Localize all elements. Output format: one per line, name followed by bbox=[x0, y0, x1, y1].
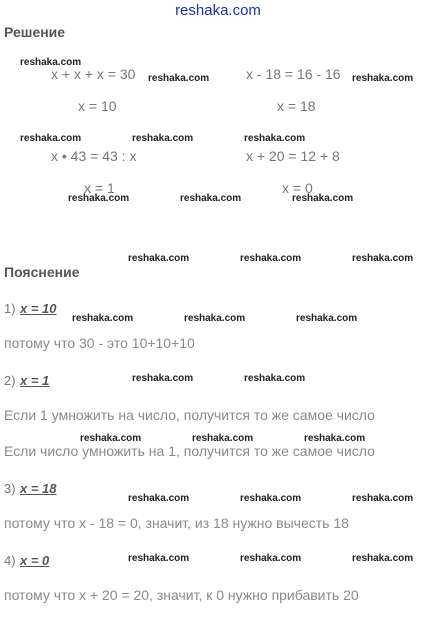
equation-4: x + 20 = 12 + 8 bbox=[246, 148, 340, 164]
explanation-2-number: 2) bbox=[4, 373, 16, 388]
explanation-1-line-1: потому что 30 - это 10+10+10 bbox=[4, 335, 195, 351]
explanation-3-line-1: потому что x - 18 = 0, значит, из 18 нужно вычесть 18 bbox=[4, 515, 349, 531]
watermark: reshaka.com bbox=[304, 433, 366, 444]
explanation-2-line-2: Если число умножить на 1, получится то же самое число bbox=[4, 443, 375, 459]
watermark: reshaka.com bbox=[240, 253, 302, 264]
watermark: reshaka.com bbox=[296, 313, 358, 324]
watermark: reshaka.com bbox=[80, 433, 142, 444]
equation-4-result: x = 0 bbox=[282, 180, 313, 196]
watermark: reshaka.com bbox=[244, 133, 306, 144]
equation-1: x + x + x = 30 bbox=[51, 66, 136, 82]
explanation-heading: Пояснение bbox=[4, 264, 80, 280]
solution-heading: Решение bbox=[4, 24, 66, 40]
watermark: reshaka.com bbox=[128, 253, 190, 264]
watermark: reshaka.com bbox=[292, 193, 354, 204]
explanation-4-answer: x = 0 bbox=[20, 553, 50, 568]
watermark: reshaka.com bbox=[132, 133, 194, 144]
explanation-2-line-1: Если 1 умножить на число, получится то же самое число bbox=[4, 407, 375, 423]
site-title[interactable]: reshaka.com bbox=[175, 2, 261, 19]
watermark: reshaka.com bbox=[240, 553, 302, 564]
watermark: reshaka.com bbox=[240, 493, 302, 504]
watermark: reshaka.com bbox=[128, 553, 190, 564]
explanation-4-header bbox=[4, 552, 49, 570]
watermark: reshaka.com bbox=[192, 433, 254, 444]
explanation-4-line-1: потому что x + 20 = 20, значит, к 0 нужно прибавить 20 bbox=[4, 587, 359, 603]
watermark: reshaka.com bbox=[180, 193, 242, 204]
watermark: reshaka.com bbox=[352, 253, 414, 264]
watermark: reshaka.com bbox=[68, 193, 130, 204]
watermark: reshaka.com bbox=[20, 57, 82, 68]
equation-3-result: x = 1 bbox=[84, 180, 115, 196]
watermark: reshaka.com bbox=[148, 73, 210, 84]
watermark: reshaka.com bbox=[20, 133, 82, 144]
explanation-4-number: 4) bbox=[4, 553, 16, 568]
watermark: reshaka.com bbox=[352, 73, 414, 84]
explanation-3-answer: x = 18 bbox=[20, 481, 57, 496]
explanation-1-header bbox=[4, 300, 57, 318]
watermark: reshaka.com bbox=[352, 493, 414, 504]
explanation-2-answer: x = 1 bbox=[20, 373, 50, 388]
watermark: reshaka.com bbox=[128, 493, 190, 504]
explanation-1-answer: x = 10 bbox=[20, 301, 57, 316]
equation-2: x - 18 = 16 - 16 bbox=[246, 66, 341, 82]
watermark: reshaka.com bbox=[132, 373, 194, 384]
watermark: reshaka.com bbox=[184, 313, 246, 324]
explanation-1-number: 1) bbox=[4, 301, 16, 316]
explanation-3-number: 3) bbox=[4, 481, 16, 496]
equation-2-result: x = 18 bbox=[277, 98, 316, 114]
equation-3: x • 43 = 43 : x bbox=[51, 148, 137, 164]
explanation-2-header bbox=[4, 372, 49, 390]
explanation-3-header bbox=[4, 480, 57, 498]
equation-1-result: x = 10 bbox=[78, 98, 117, 114]
watermark: reshaka.com bbox=[244, 373, 306, 384]
watermark: reshaka.com bbox=[352, 553, 414, 564]
watermark: reshaka.com bbox=[72, 313, 134, 324]
